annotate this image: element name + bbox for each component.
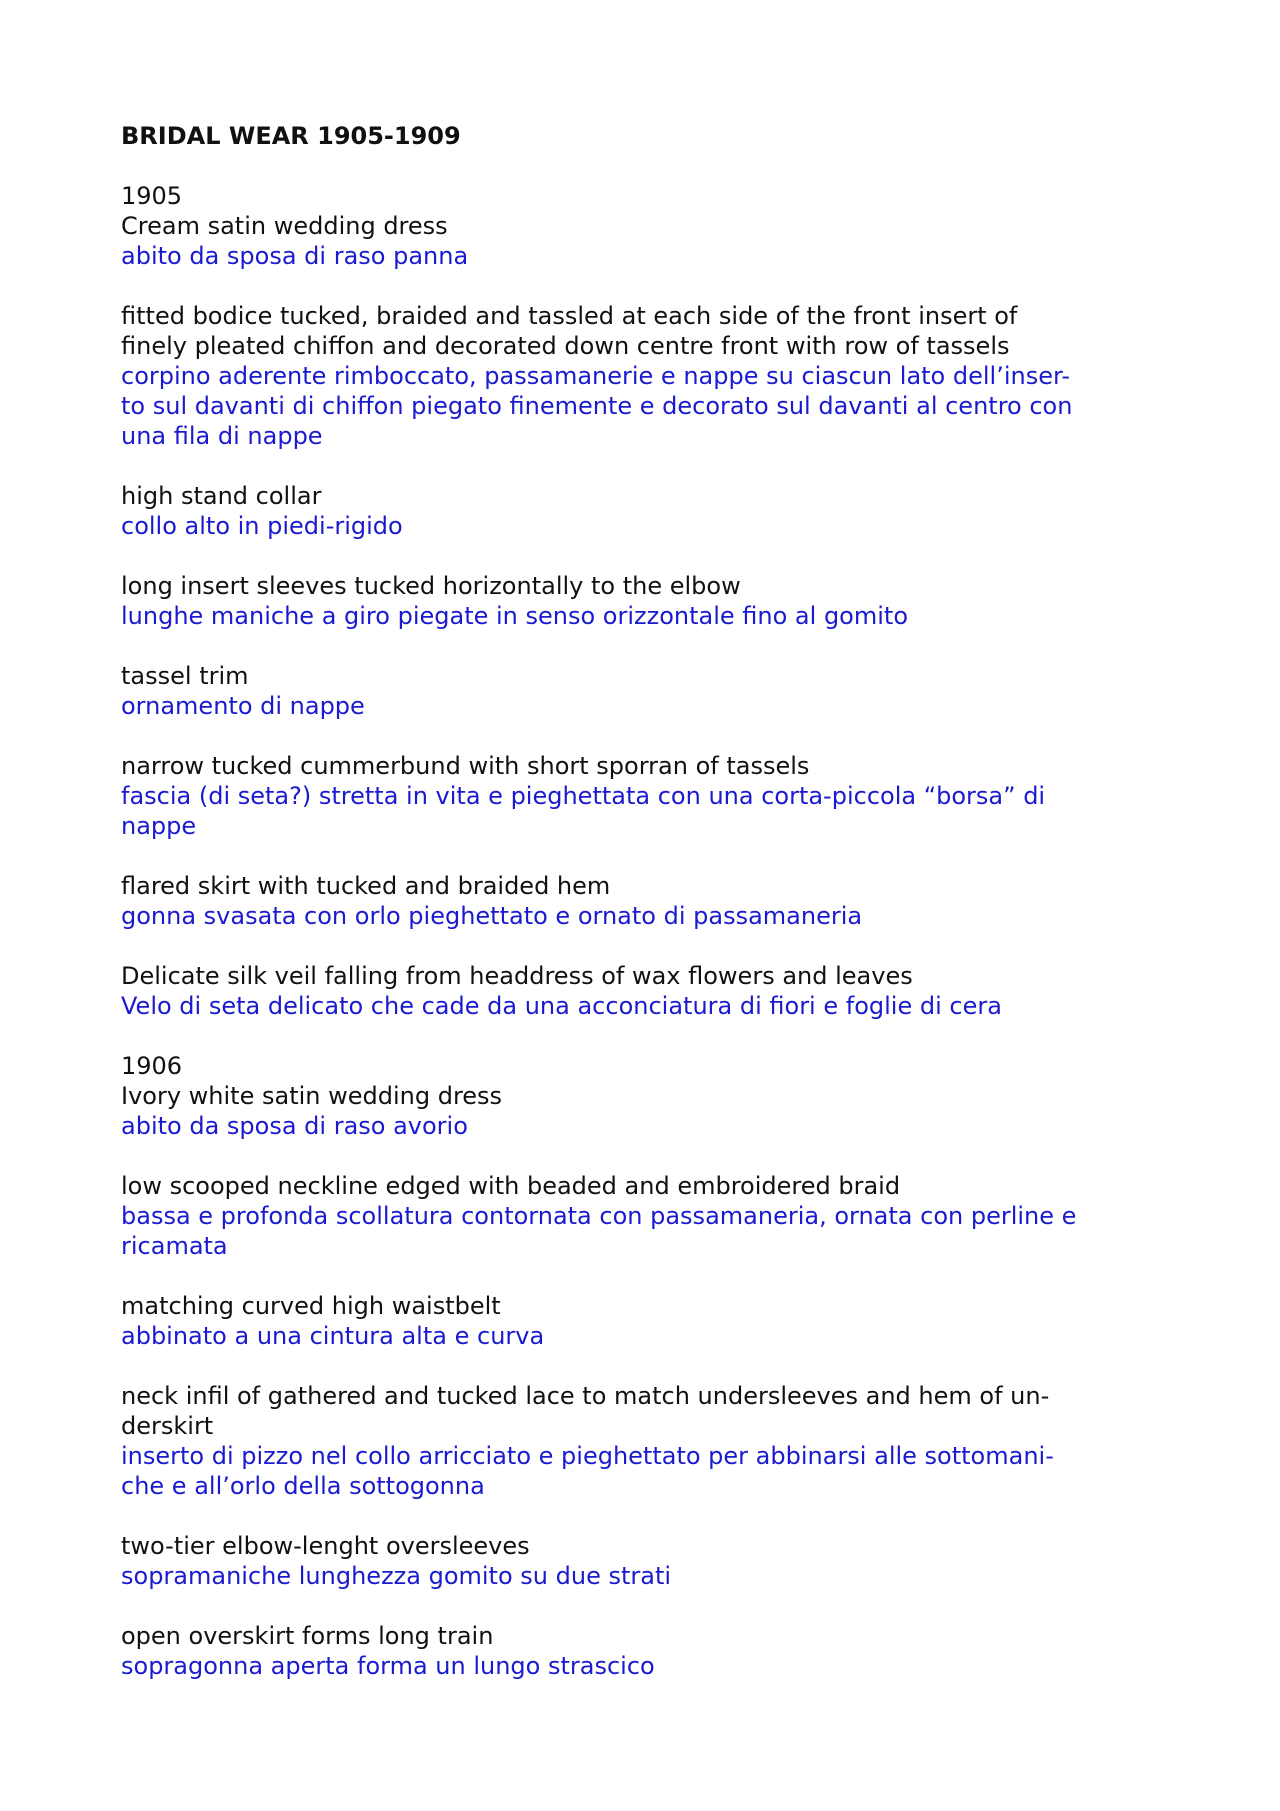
entry [121,1381,1165,1501]
english-text: Ivory white satin wedding dress [121,1082,503,1110]
page-title: BRIDAL WEAR 1905-1909 [121,122,461,150]
entry [121,1621,1165,1681]
english-text: open overskirt forms long train [121,1622,494,1650]
italian-translation: fascia (di seta?) stretta in vita e pieghettata con una corta-piccola “borsa” di [121,782,1046,810]
entry [121,751,1165,841]
italian-translation: to sul davanti di chiffon piegato finemente e decorato sul davanti al centro con [121,392,1073,420]
italian-translation: sopramaniche lunghezza gomito su due strati [121,1562,672,1590]
year-heading: 1905 [121,182,183,210]
english-text: narrow tucked cummerbund with short sporran of tassels [121,752,810,780]
entry [121,871,1165,931]
italian-translation: ornamento di nappe [121,692,365,720]
italian-translation: ricamata [121,1232,228,1260]
entry [121,571,1165,631]
english-text: matching curved high waistbelt [121,1292,501,1320]
italian-translation: nappe [121,812,197,840]
entry [121,1291,1165,1351]
english-text: neck infil of gathered and tucked lace to match undersleeves and hem of un- [121,1382,1050,1410]
entry [121,1171,1165,1261]
document-body [121,181,1165,1681]
entry [121,1531,1165,1591]
entry [121,481,1165,541]
english-text: Cream satin wedding dress [121,212,448,240]
italian-translation: sopragonna aperta forma un lungo strascico [121,1652,655,1680]
italian-translation: abito da sposa di raso panna [121,242,469,270]
english-text: Delicate silk veil falling from headdress of wax flowers and leaves [121,962,913,990]
english-text: finely pleated chiffon and decorated down centre front with row of tassels [121,332,1010,360]
english-text: flared skirt with tucked and braided hem [121,872,611,900]
italian-translation: abbinato a una cintura alta e curva [121,1322,545,1350]
italian-translation: lunghe maniche a giro piegate in senso orizzontale fino al gomito [121,602,908,630]
english-text: long insert sleeves tucked horizontally to the elbow [121,572,741,600]
entry [121,1051,1165,1141]
entry [121,961,1165,1021]
italian-translation: abito da sposa di raso avorio [121,1112,468,1140]
italian-translation: una fila di nappe [121,422,323,450]
english-text: two-tier elbow-lenght oversleeves [121,1532,530,1560]
english-text: low scooped neckline edged with beaded and embroidered braid [121,1172,901,1200]
italian-translation: corpino aderente rimboccato, passamanerie e nappe su ciascun lato dell’inser- [121,362,1070,390]
entry [121,181,1165,271]
italian-translation: collo alto in piedi-rigido [121,512,403,540]
italian-translation: che e all’orlo della sottogonna [121,1472,485,1500]
entry [121,661,1165,721]
entry [121,301,1165,451]
italian-translation: gonna svasata con orlo pieghettato e ornato di passamaneria [121,902,863,930]
italian-translation: Velo di seta delicato che cade da una acconciatura di fiori e foglie di cera [121,992,1002,1020]
english-text: derskirt [121,1412,214,1440]
year-heading: 1906 [121,1052,183,1080]
english-text: high stand collar [121,482,322,510]
italian-translation: inserto di pizzo nel collo arricciato e pieghettato per abbinarsi alle sottomani- [121,1442,1054,1470]
document-page [121,121,1165,1711]
english-text: fitted bodice tucked, braided and tassled at each side of the front insert of [121,302,1018,330]
english-text: tassel trim [121,662,249,690]
italian-translation: bassa e profonda scollatura contornata con passamaneria, ornata con perline e [121,1202,1077,1230]
